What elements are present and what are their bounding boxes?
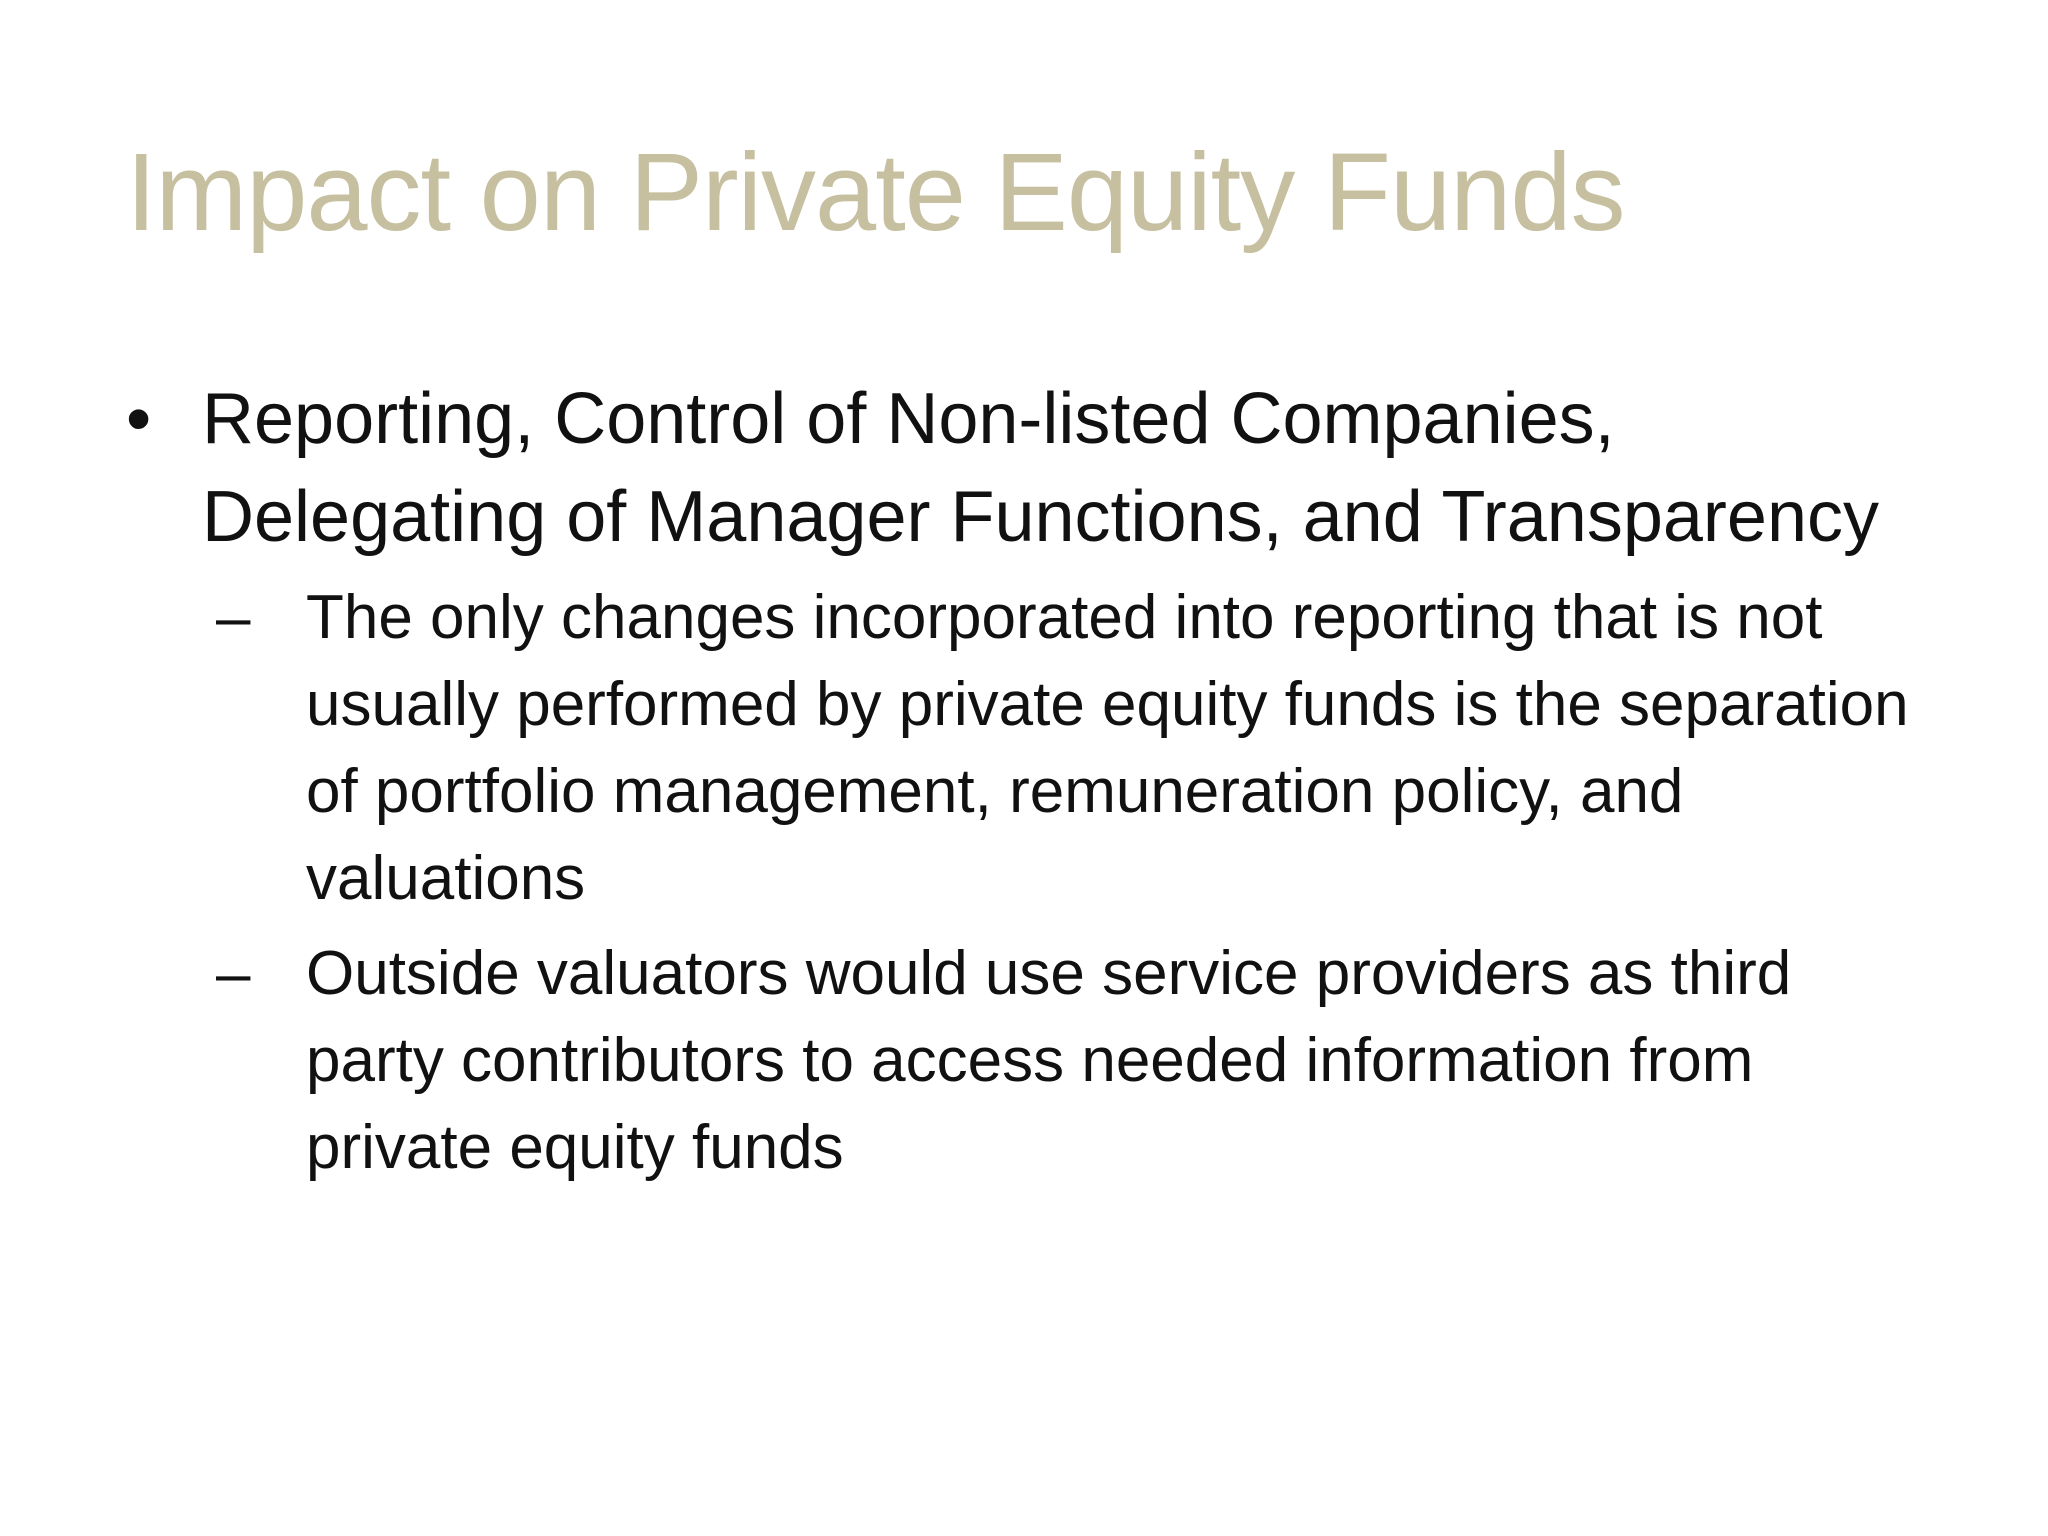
bullet-marker: • — [126, 379, 152, 459]
dash-marker: – — [216, 583, 251, 652]
dash-marker: – — [216, 939, 251, 1008]
bullet-item — [126, 370, 1956, 1191]
sub-bullet-item — [216, 930, 1956, 1191]
slide-title: Impact on Private Equity Funds — [126, 131, 1625, 254]
sub-bullet-text: Outside valuators would use service providers as third party contributors to access needed information from private equity funds — [306, 939, 1792, 1182]
bullet-text: Reporting, Control of Non-listed Companies, Delegating of Manager Functions, and Transparency — [202, 379, 1879, 557]
sub-bullet-list — [202, 574, 1956, 1191]
sub-bullet-text: The only changes incorporated into reporting that is not usually performed by private equity funds is the separation of portfolio management, remuneration policy, and valuations — [306, 583, 1909, 913]
bullet-list — [126, 370, 1956, 1199]
sub-bullet-item — [216, 574, 1956, 922]
